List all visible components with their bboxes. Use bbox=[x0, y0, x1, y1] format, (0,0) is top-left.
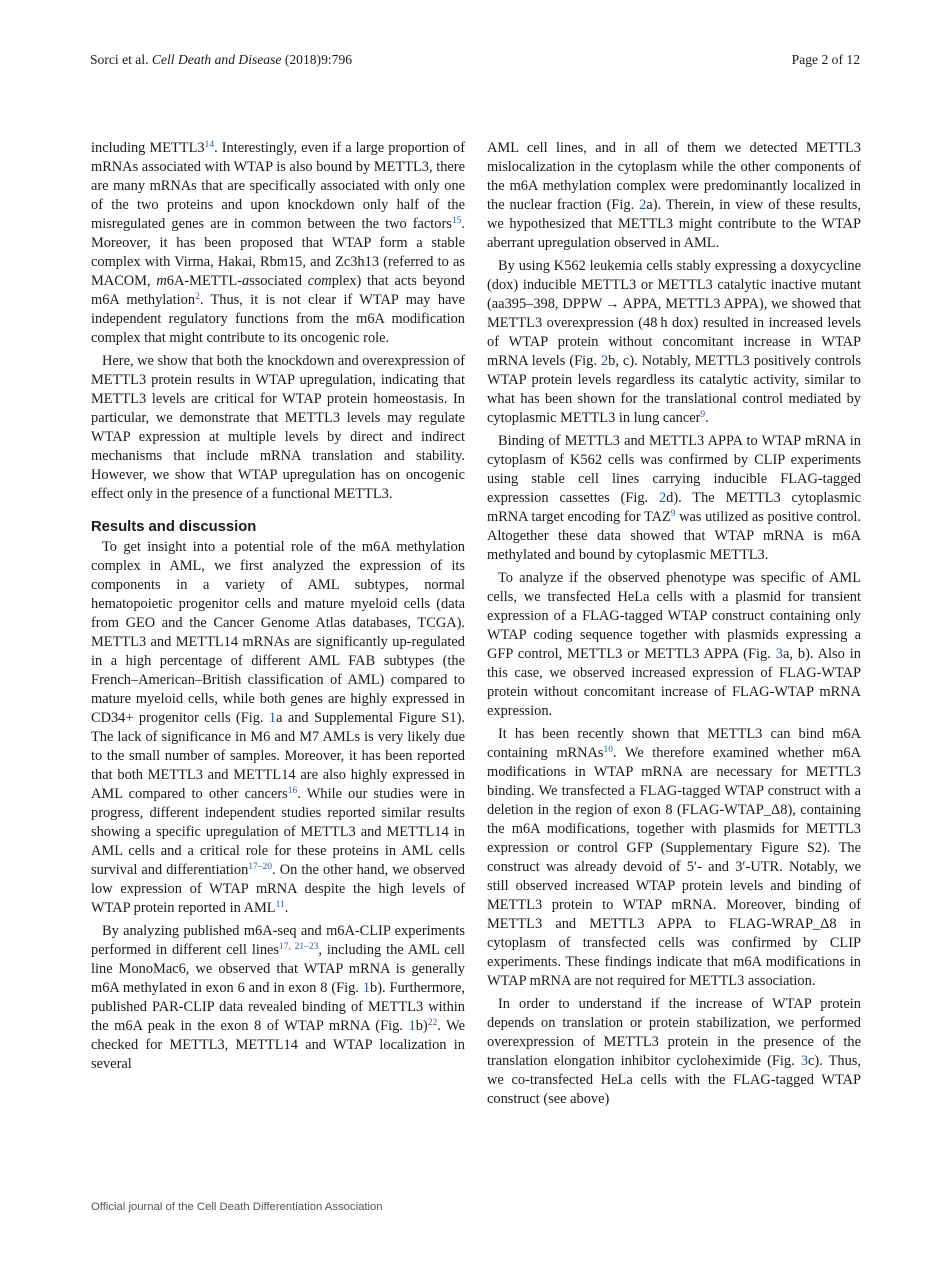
paragraph: including METTL3$^{14}$. Interestingly, even if a large proportion of mRNAs associated with WTAP is also bound by METTL3, there are many mRNAs that are specifically associated with only one of the two proteins and upon knockdown only half of the misregulated genes are in common between the two factors$^{15}$. Moreover, it has been proposed that WTAP form a stable complex with Virma, Hakai, Rbm15, and Zc3h13 (referred to as MACOM, m6A-METTL-associated complex) that acts beyond m6A methylation$^2$. Thus, it is not clear if WTAP may have independent regulatory functions from the m6A modification complex that might contribute to its oncogenic role. bbox=[91, 140, 465, 346]
page-footer: Official journal of the Cell Death Differentiation Association bbox=[91, 1201, 383, 1213]
header-volume: (2018)9:796 bbox=[284, 52, 353, 67]
paragraph: By analyzing published m6A-seq and m6A-CLIP experiments performed in different cell lines$^{17, 21-23}$, including the AML cell line MonoMac6, we observed that WTAP mRNA is generally m6A methylated in exon 6 and in exon 8 (Fig. 1b). Furthermore, published PAR-CLIP data revealed binding of METTL3 within the m6A peak in the exon 8 of WTAP mRNA (Fig. 1b)$^{22}$. We checked for METTL3, METTL14 and WTAP localization in several bbox=[91, 923, 466, 1072]
paragraph: It has been recently shown that METTL3 can bind m6A containing mRNAs$^{10}$. We therefore examined whether m6A modifications in WTAP mRNA are necessary for METTL3 binding. We transfected a FLAG-tagged WTAP construct with a deletion in the region of exon 8 (FLAG-WTAP_Δ8), containing the m6A modifications, together with plasmids for METTL3 expression or control GFP (Supplementary Figure S2). The construct was already devoid of 5′- and 3′-UTR. Notably, we still observed increased WTAP protein levels and binding of METTL3 protein to WTAP mRNA. Moreover, binding of METTL3 and METTL3 APPA to FLAG-WRAP_Δ8 in cytoplasm of transfected cells was confirmed by CLIP experiments. These findings indicate that m6A modifications in WTAP mRNA are not required for METTL3 association. bbox=[487, 726, 861, 989]
figure-link[interactable]: 3 bbox=[800, 1053, 809, 1069]
paragraph: Binding of METTL3 and METTL3 APPA to WTAP mRNA in cytoplasm of K562 cells was confirmed by CLIP experiments using stable cell lines carrying inducible FLAG-tagged expression cassettes (Fig. 2d). The METTL3 cytoplasmic mRNA target encoding for TAZ$^9$ was utilized as positive control. Altogether these data showed that WTAP mRNA is m6A methylated and bound by cytoplasmic METTL3. bbox=[487, 433, 861, 563]
reference-link[interactable]: 2 bbox=[195, 292, 200, 302]
header-page-number: Page 2 of 12 bbox=[791, 52, 860, 67]
figure-link[interactable]: 2 bbox=[639, 197, 647, 213]
reference-link[interactable]: 15 bbox=[451, 216, 462, 226]
section-heading: Results and discussion bbox=[91, 519, 257, 535]
reference-link[interactable]: 9 bbox=[670, 509, 676, 519]
reference-link[interactable]: 22 bbox=[427, 1018, 438, 1028]
paragraph: In order to understand if the increase of WTAP protein depends on translation or protein stabilization, we performed overexpression of METTL3 protein in the presence of the translation elongation inhibitor cycloheximide (Fig. 3c). Thus, we co-transfected HeLa cells with the FLAG-tagged WTAP construct (see above) bbox=[487, 996, 861, 1107]
reference-link[interactable]: 17, 21–23 bbox=[279, 942, 319, 952]
paragraph: By using K562 leukemia cells stably expressing a doxycycline (dox) inducible METTL3 or METTL3 catalytic inactive mutant (aa395–398, DPPW → APPA, METTL3 APPA), we showed that METTL3 overexpression (48 h dox) resulted in increased levels of WTAP protein without concomitant increase in WTAP mRNA levels (Fig. 2b, c). Notably, METTL3 positively controls WTAP protein levels regardless its catalytic activity, similar to what has been shown for the translational control mediated by cytoplasmic METTL3 in lung cancer$^9$. bbox=[487, 258, 861, 426]
reference-link[interactable]: 10 bbox=[603, 745, 613, 755]
reference-link[interactable]: 16 bbox=[287, 786, 298, 796]
paragraph: Here, we show that both the knockdown and overexpression of METTL3 protein results in WTAP upregulation, indicating that METTL3 levels are critical for WTAP protein homeostasis. In particular, we demonstrate that METTL3 levels may regulate WTAP expression at multiple levels by direct and indirect mechanisms that include mRNA translation and stability. However, we show that WTAP upregulation has on oncogenic effect only in the presence of a functional METTL3. bbox=[91, 353, 465, 502]
header-journal: Cell Death and Disease bbox=[151, 52, 282, 67]
reference-link[interactable]: 14 bbox=[204, 140, 215, 150]
figure-link[interactable]: 1 bbox=[268, 710, 277, 726]
figure-link[interactable]: 1 bbox=[362, 980, 371, 996]
right-column bbox=[487, 139, 861, 1113]
running-header bbox=[90, 52, 860, 72]
header-authors: Sorci et al. bbox=[90, 52, 149, 67]
figure-link[interactable]: 2 bbox=[600, 353, 609, 369]
paragraph: To get insight into a potential role of the m6A methylation complex in AML, we first analyzed the expression of its components in a variety of AML subtypes, normal hematopoietic progenitor cells and mature myeloid cells (data from GEO and the Cancer Genome Atlas databases, TCGA). METTL3 and METTL14 mRNAs are significantly up-regulated in a high percentage of different AML FAB subtypes (the French–American–British classification of AML) compared to mature myeloid cells, while both genes are highly expressed in CD34+ progenitor cells (Fig. 1a and Supplemental Figure S1). The lack of significance in M6 and M7 AMLs is very likely due to the small number of samples. Moreover, it has been reported that both METTL3 and METTL14 are also highly expressed in AML compared to other cancers$^{16}$. While our studies were in progress, different independent studies reported similar results showing a specific upregulation of METTL3 and METTL14 in AML cells and a critical role for these proteins in AML cells survival and differentiation$^{17-20}$. On the other hand, we observed low expression of WTAP mRNA despite the high levels of WTAP protein reported in AML$^{11}$. bbox=[91, 539, 465, 916]
reference-link[interactable]: 17–20 bbox=[248, 862, 273, 872]
header-citation bbox=[90, 52, 352, 68]
figure-link[interactable]: 2 bbox=[658, 490, 667, 506]
left-column bbox=[91, 139, 465, 1078]
figure-link[interactable]: 1 bbox=[408, 1018, 416, 1034]
paragraph: AML cell lines, and in all of them we detected METTL3 mislocalization in the cytoplasm while the other components of the m6A methylation complex were predominantly localized in the nuclear fraction (Fig. 2a). Therein, in view of these results, we hypothesized that METTL3 might contribute to the WTAP aberrant upregulation observed in AML. bbox=[487, 140, 861, 251]
paragraph: To analyze if the observed phenotype was specific of AML cells, we transfected HeLa cells with a plasmid for transient expression of a FLAG-tagged WTAP construct containing only WTAP coding sequence together with plasmids expressing a GFP control, METTL3 or METTL3 APPA (Fig. 3a, b). Also in this case, we observed increased expression of FLAG-WTAP protein without concomitant increase of FLAG-WTAP mRNA expression. bbox=[487, 570, 861, 719]
reference-link[interactable]: 9 bbox=[700, 410, 706, 420]
reference-link[interactable]: 11 bbox=[275, 900, 285, 910]
figure-link[interactable]: 3 bbox=[775, 646, 783, 662]
